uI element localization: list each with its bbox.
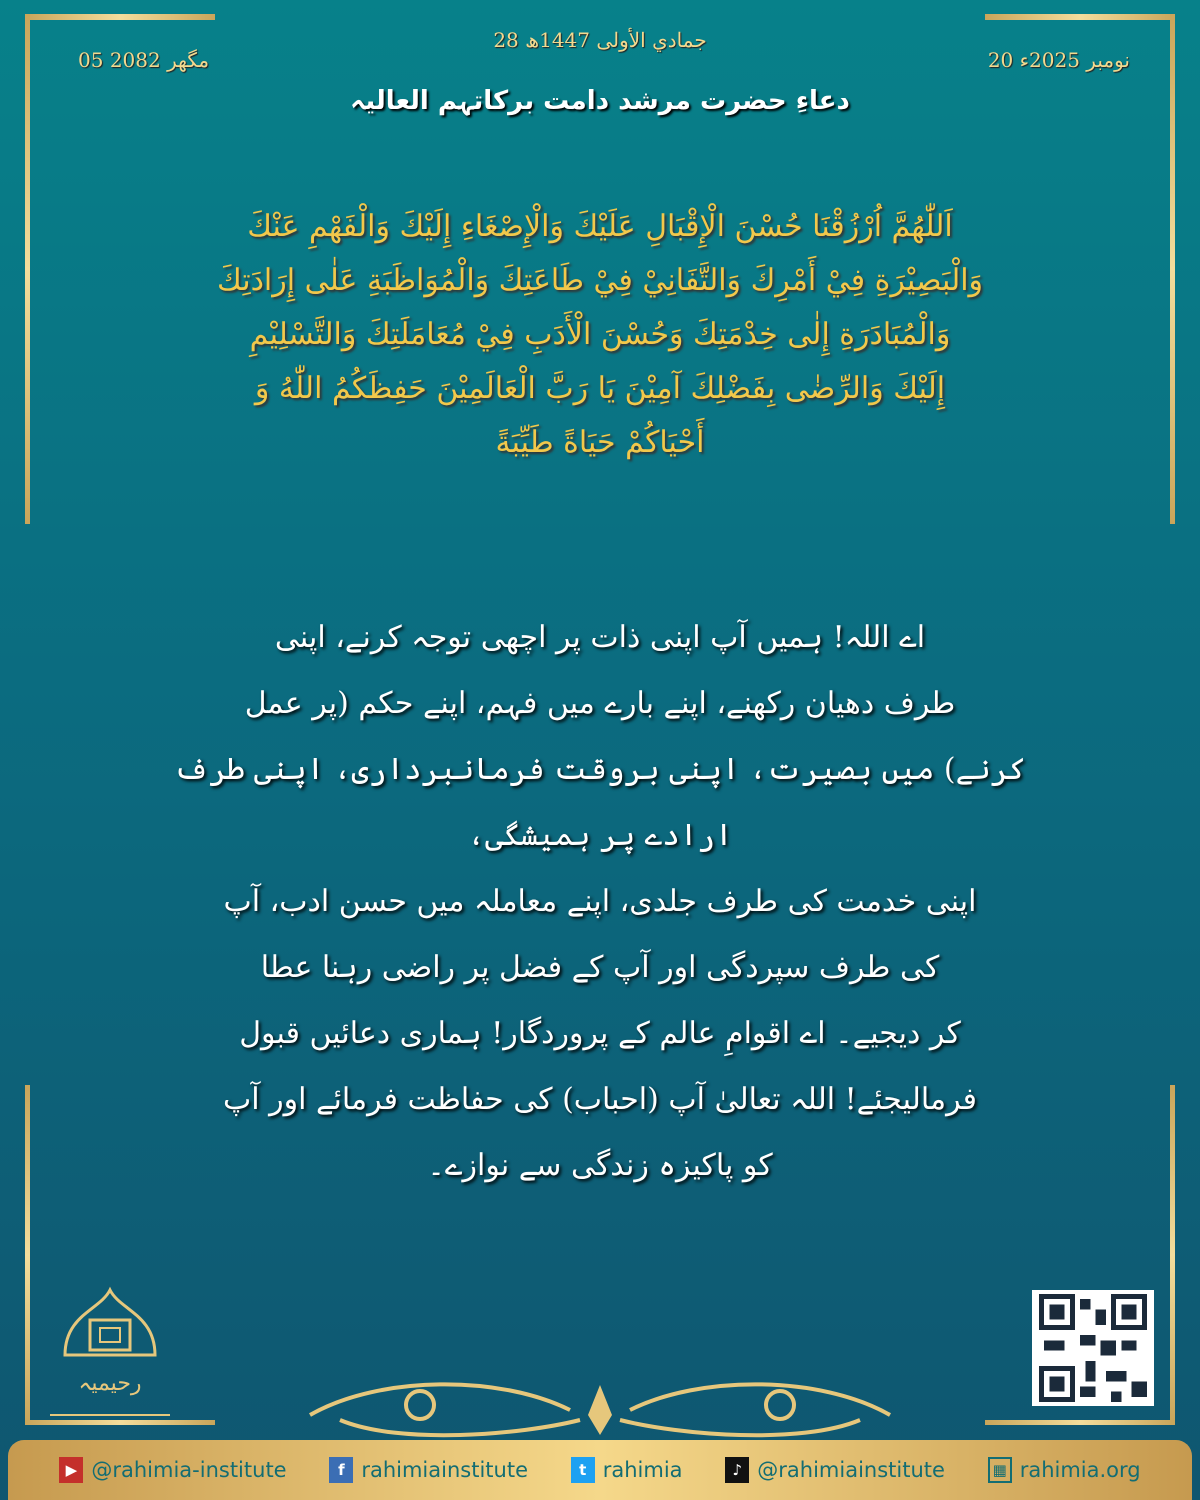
translation-line: اے اللہ! ہمیں آپ اپنی ذات پر اچھی توجہ کرنے، اپنی: [274, 620, 926, 655]
page-title: دعاءِ حضرت مرشد دامت برکاتہم العالیہ: [350, 86, 850, 116]
globe-icon: ▦: [988, 1457, 1012, 1483]
twitter-link[interactable]: [571, 1457, 683, 1483]
translation-line: فرمالیجئے! اللہ تعالیٰ آپ (احباب) کی حفاظت فرمائے اور آپ: [223, 1082, 977, 1117]
facebook-handle: rahimiainstitute: [361, 1458, 528, 1482]
website-link[interactable]: [988, 1457, 1141, 1483]
twitter-handle: rahimia: [602, 1458, 683, 1482]
youtube-icon: ▶: [59, 1457, 83, 1483]
ornament-divider: [300, 1365, 900, 1440]
translation-line: اپنی خدمت کی طرف جلدی، اپنے معاملہ میں حسن ادب، آپ: [223, 884, 977, 919]
frame-corner: [985, 14, 1175, 20]
svg-text:رحیمیہ: رحیمیہ: [78, 1371, 142, 1396]
rahimia-logo: [40, 1285, 180, 1425]
tiktok-handle: @rahimiainstitute: [757, 1458, 945, 1482]
dua-line: وَالْبَصِيْرَةِ فِيْ أَمْرِكَ وَالتَّفَانِيْ فِيْ طَاعَتِكَ وَالْمُوَاظَبَةِ عَلٰى إِرَادَتِكَ: [216, 263, 984, 298]
translation-line: کو پاکیزہ زندگی سے نوازے۔: [427, 1148, 773, 1183]
frame-line: [1170, 1085, 1175, 1425]
bikrami-date: 05 مگھر 2082: [78, 48, 210, 72]
gregorian-date: 20 نومبر 2025ء: [987, 48, 1130, 72]
frame-line: [25, 1085, 30, 1425]
website-url: rahimia.org: [1019, 1458, 1141, 1482]
qr-code[interactable]: [1032, 1290, 1154, 1406]
hijri-date: 28 جمادي الأولى 1447ھ: [493, 28, 707, 52]
frame-corner: [985, 1420, 1175, 1425]
facebook-link[interactable]: [329, 1457, 528, 1483]
translation-line: کرنے) میں بصیرت، اپنی بروقت فرمانبرداری، اپنی طرف ارادے پر ہمیشگی،: [174, 752, 1026, 853]
dua-line: أَحْيَاكُمْ حَيَاةً طَيِّبَةً: [495, 425, 705, 460]
translation-line: طرف دھیان رکھنے، اپنے بارے میں فہم، اپنے حکم (پر عمل: [244, 686, 956, 721]
youtube-link[interactable]: [59, 1457, 286, 1483]
social-footer: [8, 1440, 1192, 1500]
dua-line: اَللّٰهُمَّ اُرْزُقْنَا حُسْنَ الْإِقْبَالِ عَلَيْكَ وَالْإِصْغَاءِ إِلَيْكَ وَالْفَهْمِ عَنْكَ: [247, 209, 953, 244]
twitter-icon: t: [571, 1457, 595, 1483]
tiktok-link[interactable]: [725, 1457, 945, 1483]
dua-line: وَالْمُبَادَرَةِ إِلٰى خِدْمَتِكَ وَحُسْنَ الْأَدَبِ فِيْ مُعَامَلَتِكَ وَالتَّسْلِيْمِ: [249, 317, 951, 352]
tiktok-icon: ♪: [725, 1457, 749, 1483]
translation-line: کی طرف سپردگی اور آپ کے فضل پر راضی رہنا عطا: [260, 950, 940, 985]
facebook-icon: f: [329, 1457, 353, 1483]
youtube-handle: @rahimia-institute: [91, 1458, 287, 1482]
dua-arabic: [130, 200, 1070, 470]
translation-line: کر دیجیے۔ اے اقوامِ عالم کے پروردگار! ہماری دعائیں قبول: [239, 1016, 961, 1051]
urdu-translation: [170, 605, 1030, 1199]
dua-line: إِلَيْكَ وَالرِّضٰى بِفَضْلِكَ آمِيْنَ يَا رَبَّ الْعَالَمِيْنَ حَفِظَكُمُ اللّٰهُ وَ: [254, 371, 946, 406]
frame-corner: [25, 14, 215, 20]
